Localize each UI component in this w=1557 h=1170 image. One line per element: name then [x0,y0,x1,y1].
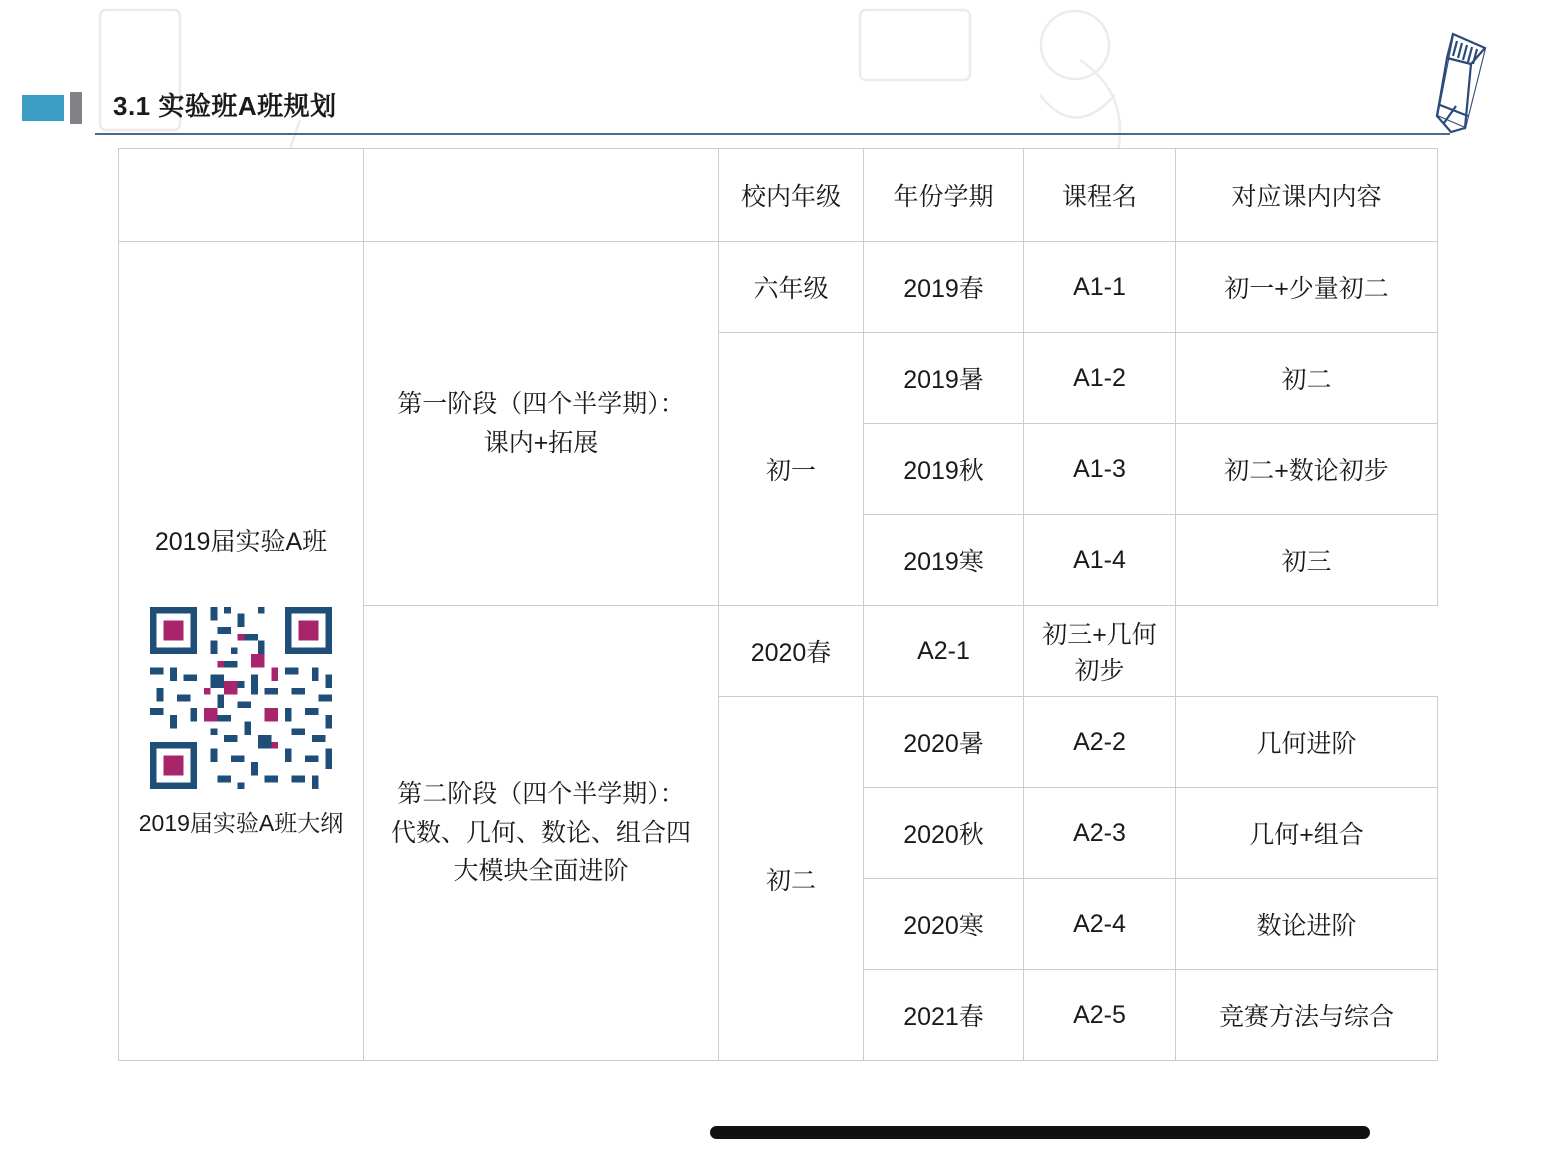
qr-block [125,590,357,847]
term-cell-8: 2020寒 [864,879,1024,970]
term-cell-9: 2021春 [864,970,1024,1061]
stage2-line3: 大模块全面进阶 [453,857,629,886]
term-cell-5: 2020春 [719,606,864,697]
qr-code-image [143,600,339,796]
plan-table-container [118,148,1438,1061]
course-cell-8: A2-4 [1024,879,1176,970]
slide-header [0,82,1557,134]
header-term: 年份学期 [864,149,1024,242]
table-header-row [119,149,1438,242]
course-cell-3: A1-3 [1024,424,1176,515]
term-cell-2: 2019暑 [864,333,1024,424]
content-cell-2: 初二 [1176,333,1438,424]
stage1-line2: 课内+拓展 [483,428,599,457]
course-cell-5: A2-1 [864,606,1024,697]
bottom-progress-bar [710,1126,1370,1139]
term-cell-1: 2019春 [864,242,1024,333]
header-grade: 校内年级 [719,149,864,242]
stage2-line2: 代数、几何、数论、组合四 [390,818,691,847]
grade-cell-1: 六年级 [719,242,864,333]
header-blank-1 [119,149,364,242]
content-cell-9: 竞赛方法与综合 [1176,970,1438,1061]
header-accent-square-gray [70,92,82,124]
content-cell-6: 几何进阶 [1176,697,1438,788]
stage-cell-2 [364,606,719,1061]
content-cell-5: 初三+几何初步 [1024,606,1176,697]
header-divider [95,133,1450,135]
class-name-cell [119,242,364,1061]
table-row [119,242,1438,333]
stage2-line1: 第二阶段（四个半学期）： [397,779,685,808]
content-cell-3: 初二+数论初步 [1176,424,1438,515]
term-cell-3: 2019秋 [864,424,1024,515]
stage1-line1: 第一阶段（四个半学期）： [397,389,685,418]
pencil-icon [1423,28,1513,138]
course-cell-9: A2-5 [1024,970,1176,1061]
page-title: 3.1 实验班A班规划 [113,91,337,121]
term-cell-6: 2020暑 [864,697,1024,788]
course-cell-2: A1-2 [1024,333,1176,424]
header-accent-square-blue [22,95,64,121]
qr-caption: 2019届实验A班大纲 [138,809,344,836]
grade-cell-3: 初二 [719,697,864,1061]
plan-table [118,148,1438,1061]
content-cell-4: 初三 [1176,515,1438,606]
header-blank-2 [364,149,719,242]
term-cell-4: 2019寒 [864,515,1024,606]
course-cell-7: A2-3 [1024,788,1176,879]
grade-cell-2: 初一 [719,333,864,606]
content-cell-1: 初一+少量初二 [1176,242,1438,333]
header-course: 课程名 [1024,149,1176,242]
content-cell-8: 数论进阶 [1176,879,1438,970]
content-cell-7: 几何+组合 [1176,788,1438,879]
header-content: 对应课内内容 [1176,149,1438,242]
course-cell-4: A1-4 [1024,515,1176,606]
class-name-label: 2019届实验A班 [154,528,328,556]
course-cell-6: A2-2 [1024,697,1176,788]
term-cell-7: 2020秋 [864,788,1024,879]
stage-cell-1 [364,242,719,606]
course-cell-1: A1-1 [1024,242,1176,333]
